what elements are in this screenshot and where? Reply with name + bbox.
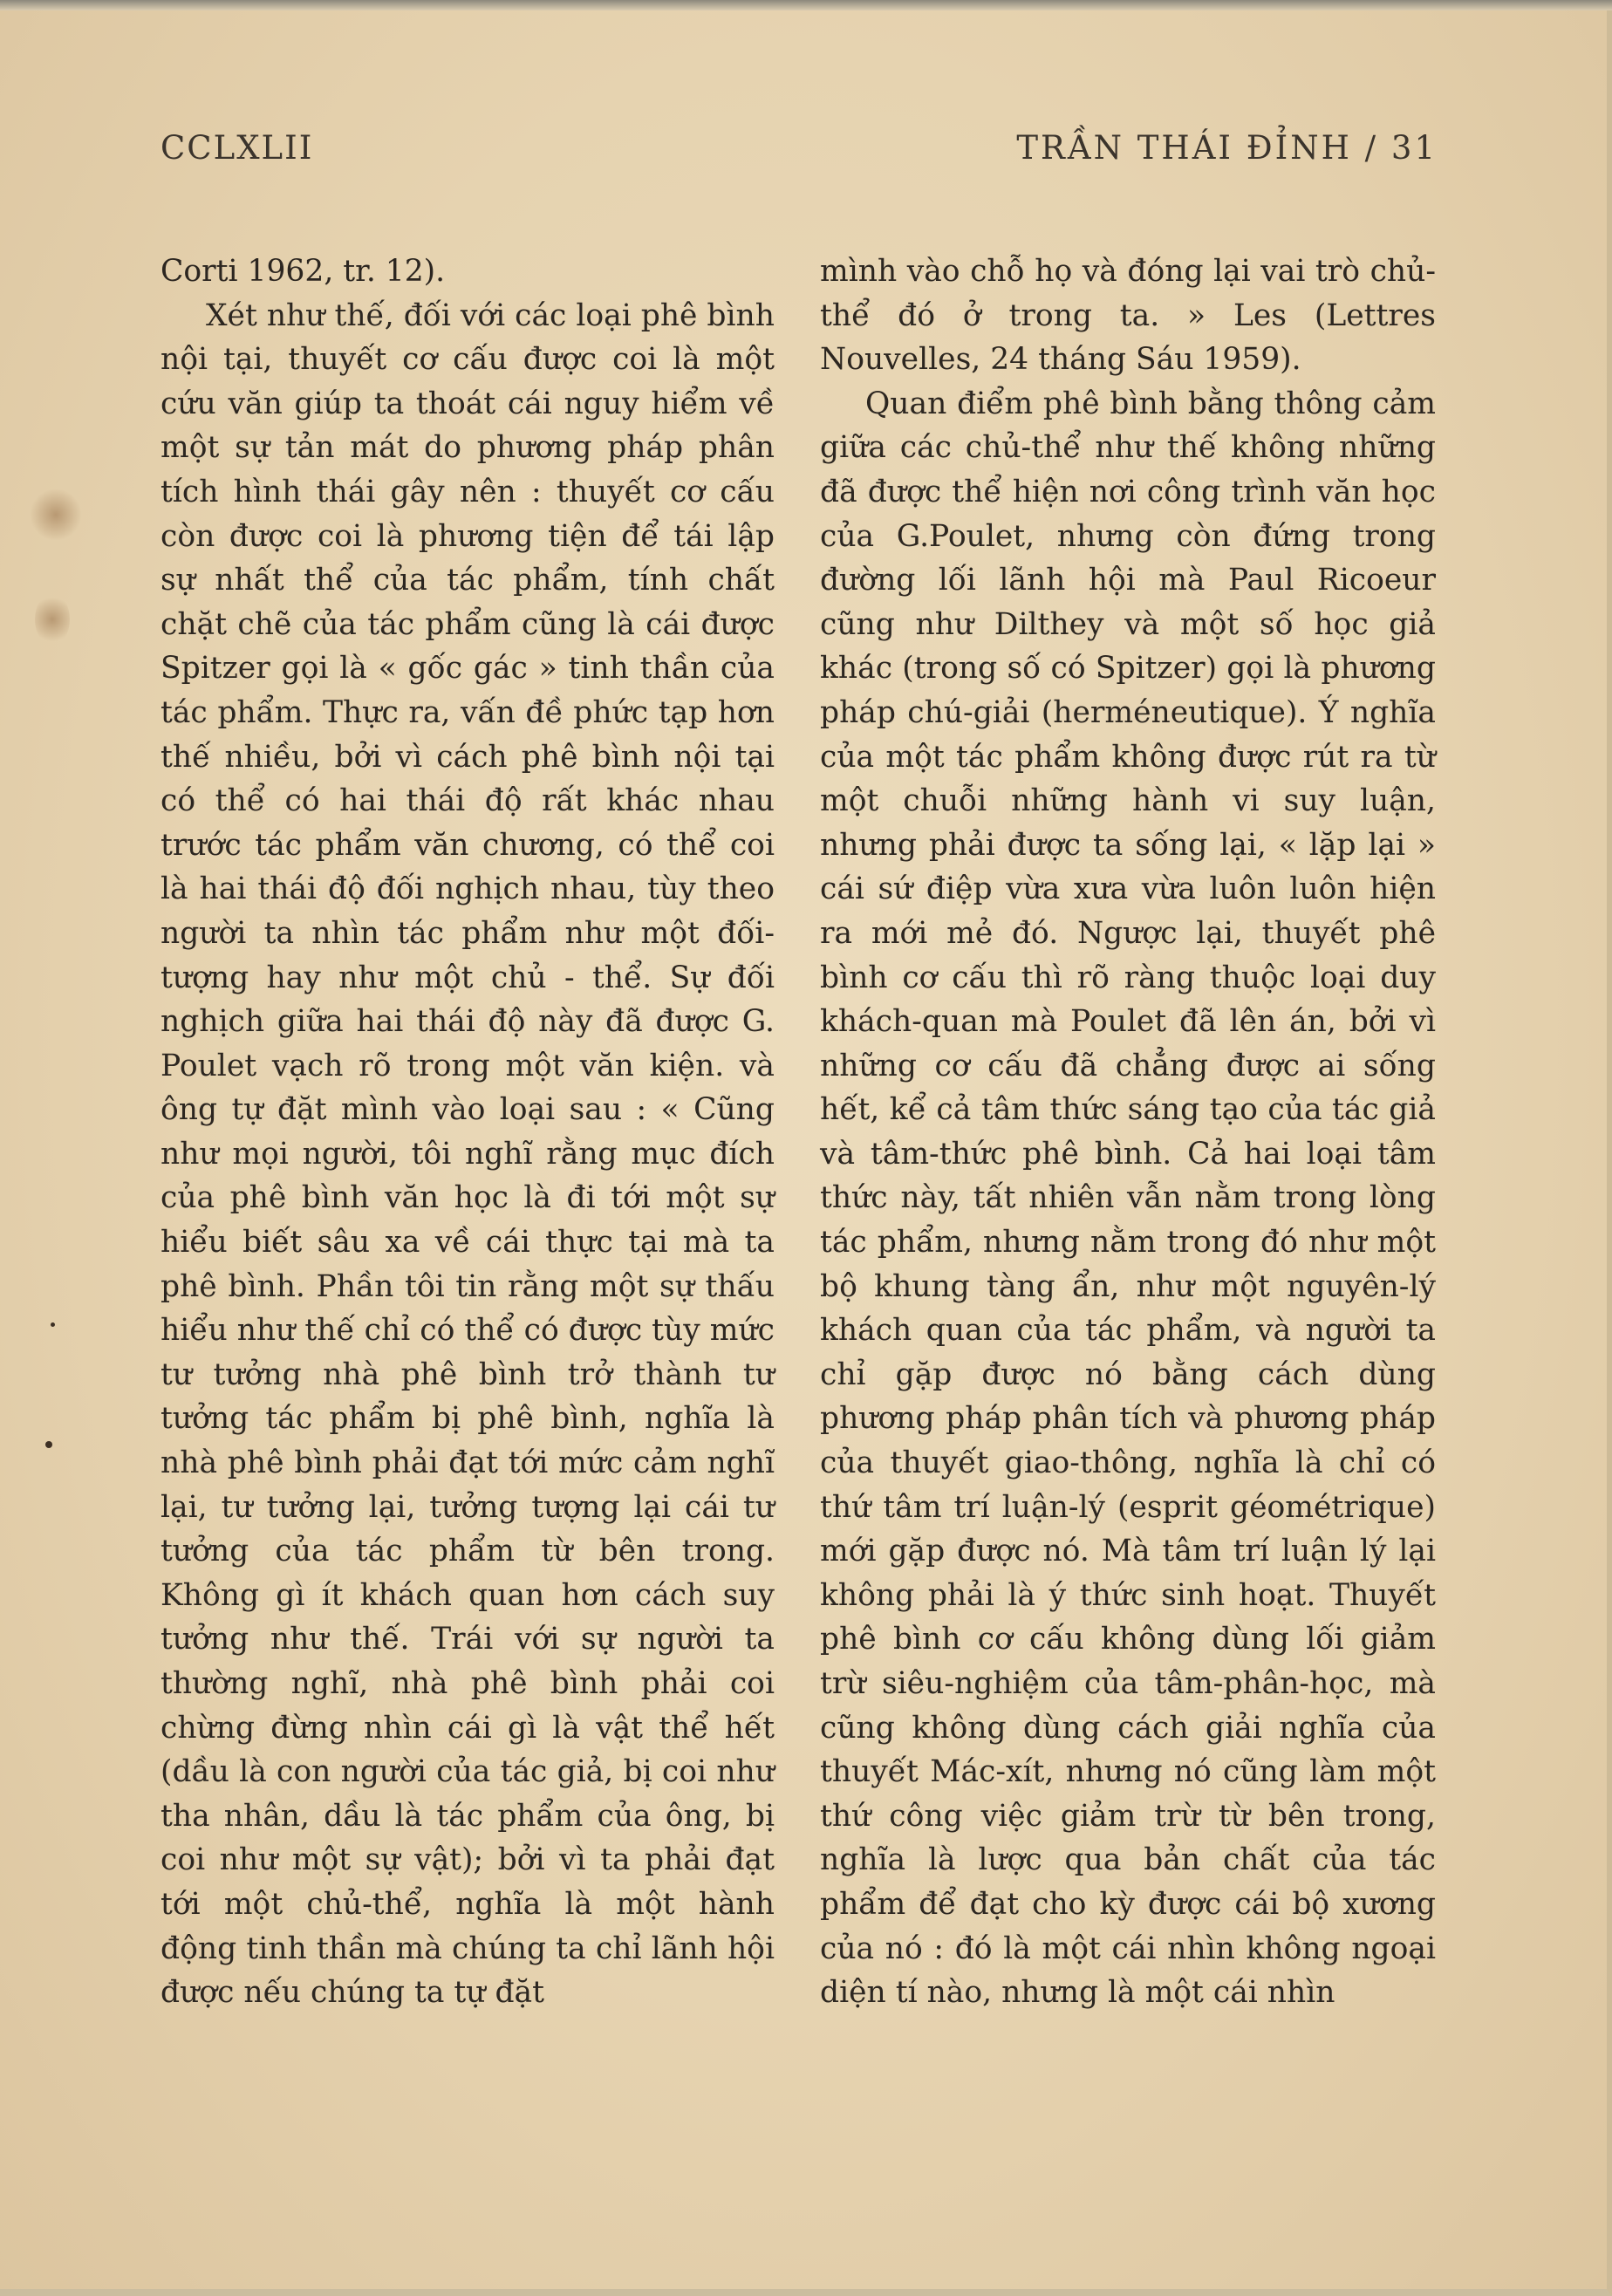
ink-stain (30, 489, 82, 541)
paragraph: Xét như thế, đối với các loại phê bình nội tại, thuyết cơ cấu được coi là một cứu văn giúp ta thoát cái nguy hiểm về một sự tản mát do phương pháp phân tích hình thái gây nên : thuyết cơ cấu còn được coi là phương tiện để tái lập sự nhất thể của tác phẩm, tính chất chặt chẽ của tác phẩm cũng là cái được Spitzer gọi là « gốc gác » tinh thần của tác phẩm. Thực ra, vấn đề phức tạp hơn thế nhiều, bởi vì cách phê bình nội tại có thể có hai thái độ rất khác nhau trước tác phẩm văn chương, có thể coi là hai thái độ đối nghịch nhau, tùy theo người ta nhìn tác phẩm như một đối-tượng hay như một chủ - thể. Sự đối nghịch giữa hai thái độ này đã được G. Poulet vạch rõ trong một văn kiện. và ông tự đặt mình vào loại sau : « Cũng như mọi người, tôi nghĩ rằng mục đích của phê bình văn học là đi tới một sự hiểu biết sâu xa về cái thực tại mà ta phê bình. Phần tôi tin rằng một sự thấu hiểu như thế chỉ có thể có được tùy mức tư tưởng nhà phê bình trở thành tư tưởng tác phẩm bị phê bình, nghĩa là nhà phê bình phải đạt tới mức cảm nghĩ lại, tư tưởng lại, tưởng tượng lại cái tư tưởng của tác phẩm từ bên trong. Không gì ít khách quan hơn cách suy tưởng như thế. Trái với sự người ta thường nghĩ, nhà phê bình phải coi chừng đừng nhìn cái gì là vật thể hết (dầu là con người của tác giả, bị coi như tha nhân, dầu là tác phẩm của ông, bị coi như một sự vật); bởi vì ta phải đạt tới một chủ-thể, nghĩa là một hành động tinh thần mà chúng ta chỉ lãnh hội được nếu chúng ta tự đặt (161, 297, 775, 2011)
author-page-number: TRẦN THÁI ĐỈNH / 31 (1016, 129, 1438, 167)
page-top-edge (0, 0, 1612, 10)
ink-stain (35, 593, 70, 646)
section-numeral: CCLXLII (161, 129, 314, 167)
right-text-column (820, 249, 1436, 2015)
ink-spot (51, 1322, 55, 1327)
paragraph: Corti 1962, tr. 12). (161, 254, 446, 289)
ink-spot (45, 1441, 52, 1448)
paragraph: Quan điểm phê bình bằng thông cảm giữa các chủ-thể như thế không những đã được thể hiện nơi công trình văn học của G.Poulet, nhưng còn đứng trong đường lối lãnh hội mà Paul Ricoeur cũng như Dilthey và một số học giả khác (trong số có Spitzer) gọi là phương pháp chú-giải (herméneutique). Ý nghĩa của một tác phẩm không được rút ra từ một chuỗi những hành vi suy luận, nhưng phải được ta sống lại, « lặp lại » cái sứ điệp vừa xưa vừa luôn luôn hiện ra mới mẻ đó. Ngược lại, thuyết phê bình cơ cấu thì rõ ràng thuộc loại duy khách-quan mà Poulet đã lên án, bởi vì những cơ cấu đã chẳng được ai sống hết, kể cả tâm thức sáng tạo của tác giả và tâm-thức phê bình. Cả hai loại tâm thức này, tất nhiên vẫn nằm trong lòng tác phẩm, nhưng nằm trong đó như một bộ khung tàng ẩn, như một nguyên-lý khách quan của tác phẩm, và người ta chỉ gặp được nó bằng cách dùng phương pháp phân tích và phương pháp của thuyết giao-thông, nghĩa là chỉ có thứ tâm trí luận-lý (esprit géométrique) mới gặp được nó. Mà tâm trí luận lý lại không phải là ý thức sinh hoạt. Thuyết phê bình cơ cấu không dùng lối giảm trừ siêu-nghiệm của tâm-phân-học, mà cũng không dùng cách giải nghĩa của thuyết Mác-xít, nhưng nó cũng làm một thứ công việc giảm trừ từ bên trong, nghĩa là lược qua bản chất của tác phẩm để đạt cho kỳ được cái bộ xương của nó : đó là một cái nhìn không ngoại diện tí nào, nhưng là một cái nhìn (820, 386, 1436, 2011)
left-text-column (161, 249, 775, 2015)
running-header (0, 129, 1612, 181)
paragraph: mình vào chỗ họ và đóng lại vai trò chủ-thể đó ở trong ta. » Les (Lettres Nouvelles, 24 tháng Sáu 1959). (820, 254, 1436, 378)
